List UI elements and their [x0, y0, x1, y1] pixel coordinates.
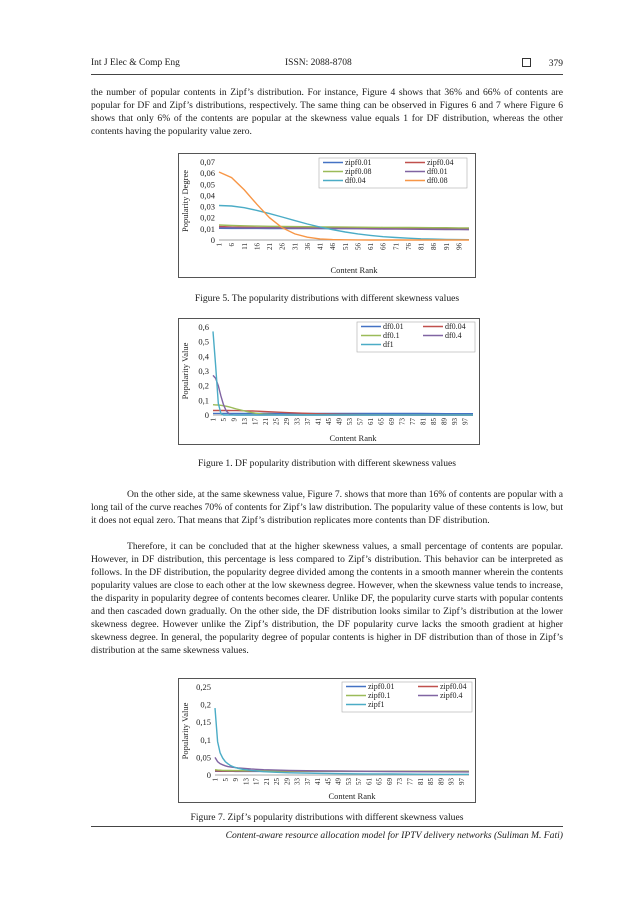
x-tick-label: 29	[283, 418, 292, 425]
legend-entry: zipf0.4	[440, 691, 463, 700]
x-tick-label: 97	[457, 778, 466, 785]
checkbox-icon	[522, 58, 531, 67]
legend-entry: df0.4	[445, 331, 462, 340]
y-tick-label: 0,3	[198, 366, 209, 376]
x-tick-label: 65	[375, 778, 384, 785]
y-tick-label: 0,25	[196, 682, 211, 692]
x-tick-label: 21	[262, 418, 271, 425]
legend-entry: df0.01	[427, 167, 448, 176]
x-tick-label: 21	[266, 243, 275, 250]
x-tick-label: 96	[455, 243, 464, 250]
x-tick-label: 57	[355, 778, 364, 785]
x-tick-label: 86	[430, 243, 439, 250]
x-tick-label: 81	[416, 778, 425, 785]
x-tick-label: 91	[442, 243, 451, 250]
y-tick-label: 0,2	[198, 380, 209, 391]
y-tick-label: 0,02	[200, 212, 215, 223]
x-tick-label: 45	[325, 418, 334, 425]
figure-5-chart	[179, 154, 475, 277]
series-line-df0-04	[219, 206, 469, 240]
x-tick-label: 65	[377, 418, 386, 425]
x-tick-label: 49	[335, 418, 344, 425]
legend-entry: df0.01	[383, 322, 404, 331]
series-line-df0-4	[213, 375, 473, 415]
x-tick-label: 31	[291, 243, 300, 250]
y-tick-label: 0,05	[196, 752, 211, 763]
figure-7	[178, 678, 476, 803]
x-tick-label: 26	[278, 243, 287, 250]
x-tick-label: 13	[242, 778, 251, 785]
y-axis-label: Popularity Value	[180, 702, 190, 760]
x-tick-label: 41	[314, 778, 323, 785]
y-tick-label: 0,15	[196, 717, 211, 728]
figure-7-caption: Figure 7. Zipf’s popularity distributions with different skewness values	[190, 812, 464, 823]
legend-entry: zipf0.04	[427, 158, 454, 167]
y-axis-label: Popularity Degree	[180, 169, 190, 233]
x-tick-label: 45	[324, 778, 333, 785]
x-tick-label: 16	[253, 243, 262, 250]
x-tick-label: 36	[303, 243, 312, 250]
x-tick-label: 89	[440, 418, 449, 425]
x-tick-label: 93	[447, 778, 456, 785]
x-tick-label: 93	[451, 418, 460, 425]
x-axis-label: Content Rank	[329, 433, 377, 443]
x-tick-label: 57	[356, 418, 365, 425]
legend-entry: zipf0.04	[440, 682, 467, 691]
legend-entry: zipf0.08	[345, 167, 372, 176]
x-tick-label: 5	[220, 418, 229, 422]
y-tick-label: 0,03	[200, 201, 215, 212]
page-number-area	[522, 58, 563, 69]
x-tick-label: 13	[241, 418, 250, 425]
legend-entry: zipf0.01	[368, 682, 395, 691]
x-tick-label: 89	[437, 778, 446, 785]
legend-entry: zipf0.01	[345, 158, 372, 167]
y-tick-label: 0,07	[200, 157, 215, 167]
x-tick-label: 73	[396, 778, 405, 785]
y-tick-label: 0,1	[198, 395, 209, 406]
x-tick-label: 17	[252, 778, 261, 785]
x-tick-label: 41	[314, 418, 323, 425]
x-tick-label: 6	[228, 243, 237, 247]
y-tick-label: 0,2	[200, 699, 211, 710]
paragraph-2: On the other side, at the same skewness value, Figure 7. shows that more than 16% of contents are popular with a long tail of the curve reaches 70% of contents for Zipf’s law distribution. The popularity value of these contents is low, but it does not equal zero. That means that Zipf’s distribution replicates more contents than DF distribution.	[91, 489, 563, 526]
x-tick-label: 97	[461, 418, 470, 425]
header-rule	[91, 74, 563, 75]
figure-5	[178, 153, 476, 278]
x-tick-label: 85	[427, 778, 436, 785]
y-tick-label: 0	[210, 235, 215, 245]
x-tick-label: 81	[419, 418, 428, 425]
y-tick-label: 0,05	[200, 179, 215, 190]
x-tick-label: 46	[329, 243, 338, 250]
y-tick-label: 0,01	[200, 223, 215, 234]
x-tick-label: 71	[392, 243, 401, 250]
x-tick-label: 53	[346, 418, 355, 425]
x-tick-label: 9	[230, 418, 239, 422]
x-tick-label: 33	[293, 778, 302, 785]
y-tick-label: 0,06	[200, 168, 215, 179]
x-tick-label: 21	[262, 778, 271, 785]
figure-7-chart	[179, 679, 475, 802]
y-tick-label: 0	[204, 410, 209, 420]
footer-rule	[91, 826, 563, 827]
x-tick-label: 85	[430, 418, 439, 425]
x-tick-label: 1	[215, 243, 224, 247]
journal-name: Int J Elec & Comp Eng	[91, 58, 180, 68]
figure-6-caption: Figure 1. DF popularity distribution with different skewness values	[197, 458, 457, 469]
x-tick-label: 1	[211, 778, 220, 782]
y-tick-label: 0,5	[198, 336, 209, 347]
figure-5-caption: Figure 5. The popularity distributions with different skewness values	[194, 293, 460, 304]
x-tick-label: 66	[379, 243, 388, 250]
page-footer: Content-aware resource allocation model for IPTV delivery networks (Suliman M. Fati)	[225, 830, 563, 841]
x-axis-label: Content Rank	[328, 791, 376, 801]
x-tick-label: 51	[341, 243, 350, 250]
y-tick-label: 0,04	[200, 190, 215, 201]
y-tick-label: 0,1	[200, 734, 211, 745]
x-tick-label: 69	[388, 418, 397, 425]
legend-entry: zipf0.1	[368, 691, 391, 700]
figure-6-chart	[179, 319, 479, 444]
x-tick-label: 33	[293, 418, 302, 425]
x-tick-label: 56	[354, 243, 363, 250]
paragraph-1: the number of popular contents in Zipf’s distribution. For instance, Figure 4 shows that 36% and 66% of contents are popular for DF and Zipf’s distributions, respectively. The same thing can be observed in Figures 6 and 7 where Figure 6 shows that only 6% of the contents are popular at the skewness value equals 1 for DF distribution, whereas the other contents having the popularity value zero.	[91, 87, 563, 137]
x-tick-label: 29	[283, 778, 292, 785]
legend-entry: df1	[383, 340, 394, 349]
x-tick-label: 77	[406, 778, 415, 785]
x-tick-label: 77	[409, 418, 418, 425]
x-tick-label: 61	[367, 243, 376, 250]
x-tick-label: 61	[367, 418, 376, 425]
x-tick-label: 11	[240, 243, 249, 250]
x-tick-label: 73	[398, 418, 407, 425]
legend-entry: df0.1	[383, 331, 400, 340]
x-tick-label: 61	[365, 778, 374, 785]
series-line-zipf0-4	[215, 757, 469, 772]
x-tick-label: 41	[316, 243, 325, 250]
x-tick-label: 37	[304, 418, 313, 425]
x-tick-label: 69	[385, 778, 394, 785]
x-tick-label: 5	[221, 778, 230, 782]
x-tick-label: 1	[209, 418, 218, 422]
x-tick-label: 49	[334, 778, 343, 785]
x-tick-label: 76	[404, 243, 413, 250]
legend-entry: df0.08	[427, 176, 448, 185]
x-tick-label: 17	[251, 418, 260, 425]
x-tick-label: 25	[273, 778, 282, 785]
x-tick-label: 81	[417, 243, 426, 250]
legend-entry: df0.04	[445, 322, 466, 331]
page-header	[91, 58, 563, 72]
legend-entry: df0.04	[345, 176, 366, 185]
y-tick-label: 0,6	[198, 322, 209, 332]
x-axis-label: Content Rank	[330, 265, 378, 275]
paragraph-3: Therefore, it can be concluded that at the higher skewness values, a small percentage of contents are popular. However, in DF distribution, this percentage is less compared to Zipf’s distribution. This behavior can be interpreted as follows. In the DF distribution, the popularity degree divided among the contents in a smooth manner wherein the contents popularity values are close to each other at the low skewness degree. However, when the skewness value tends to increase, the disparity in popularity degree of contents becomes clearer. Unlike DF, the popularity curve starts with popular contents and then cascaded down gradually. On the other side, the DF distribution looks similar to Zipf’s distribution at the lower skewness degree. However unlike the Zipf’s distribution, the DF popularity curve lacks the smooth gradient at higher skewness degree. In general, the popularity degree of popular contents is higher in DF distribution than of those in Zipf’s distribution at the same skewness values.	[91, 541, 563, 656]
y-axis-label: Popularity Value	[180, 342, 190, 400]
y-tick-label: 0	[206, 770, 211, 780]
page-number: 379	[548, 59, 563, 69]
x-tick-label: 37	[303, 778, 312, 785]
series-line-zipf1	[215, 708, 469, 774]
legend-entry: zipf1	[368, 700, 385, 709]
x-tick-label: 53	[344, 778, 353, 785]
x-tick-label: 9	[232, 778, 241, 782]
figure-6	[178, 318, 480, 445]
y-tick-label: 0,4	[198, 351, 209, 362]
issn: ISSN: 2088-8708	[285, 58, 352, 68]
x-tick-label: 25	[272, 418, 281, 425]
